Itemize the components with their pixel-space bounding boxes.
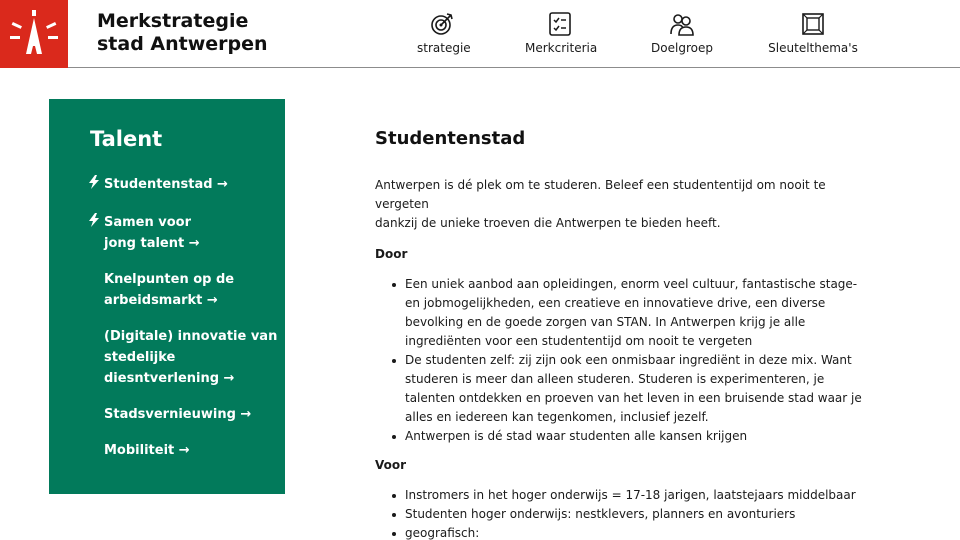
site-title-line1: Merkstrategie xyxy=(97,10,249,32)
sidebar-item-label-line2: stedelijke xyxy=(104,350,176,365)
intro-line1: Antwerpen is dé plek om te studeren. Beleef een studententijd om nooit te vergeten xyxy=(375,178,826,211)
site-title-line2: stad Antwerpen xyxy=(97,33,268,55)
main-content xyxy=(375,128,875,540)
sidebar-item-label-line1: (Digitale) innovatie van xyxy=(104,329,278,344)
section-heading-door: Door xyxy=(375,247,408,261)
antwerpen-logo[interactable] xyxy=(0,0,68,68)
nav-label: Sleutelthema's xyxy=(768,41,858,55)
lightning-icon xyxy=(88,213,100,227)
sidebar-item-label: Stadsvernieuwing → xyxy=(104,407,252,422)
sidebar-item-label: Mobiliteit → xyxy=(104,443,190,458)
sidebar-item-knelpunten[interactable] xyxy=(88,269,278,311)
nav-label: Merkcriteria xyxy=(525,41,598,55)
antwerpen-logo-icon xyxy=(4,8,64,60)
checklist-icon xyxy=(546,10,574,38)
frame-icon xyxy=(799,10,827,38)
sidebar-item-studentenstad[interactable] xyxy=(88,174,278,195)
list-item: Studenten hoger onderwijs: nestklevers, planners en avonturiers xyxy=(389,505,865,524)
nav-label: strategie xyxy=(417,41,471,55)
sidebar-item-mobiliteit[interactable] xyxy=(88,440,278,461)
nav-item-sleutelthemas[interactable] xyxy=(768,10,858,55)
sidebar-item-label-line1: Samen voor xyxy=(104,215,192,230)
list-item: Antwerpen is dé stad waar studenten alle kansen krijgen xyxy=(389,427,865,446)
nav-label: Doelgroep xyxy=(651,41,713,55)
list-item: geografisch: xyxy=(389,524,865,540)
section-heading-voor: Voor xyxy=(375,458,407,472)
voor-list xyxy=(389,486,875,540)
sidebar-item-label-line3: diesntverlening → xyxy=(104,371,235,386)
people-icon xyxy=(668,10,696,38)
sidebar-title: Talent xyxy=(90,127,163,151)
list-item: De studenten zelf: zij zijn ook een onmisbaar ingrediënt in deze mix. Want studeren is meer dan alleen studeren. Studeren is experimenteren, je talenten ontdekken en proeven van het leven in een bruisende stad waar je alles en iedereen kan tegenkomen, inclusief jezelf. xyxy=(389,351,865,427)
sidebar-item-stadsvernieuwing[interactable] xyxy=(88,404,278,425)
list-item: Een uniek aanbod aan opleidingen, enorm veel cultuur, fantastische stage- en jobmogelijkheden, een creatieve en innovatieve drive, een diverse bevolking en de goede zorgen van STAN. In Antwerpen krijg je alle ingrediënten voor een studententijd om nooit te vergeten xyxy=(389,275,865,351)
intro-line2: dankzij de unieke troeven die Antwerpen te bieden heeft. xyxy=(375,216,721,230)
intro-text xyxy=(375,176,855,233)
nav-item-merkcriteria[interactable] xyxy=(525,10,598,55)
page-title: Studentenstad xyxy=(375,128,526,149)
site-header xyxy=(0,0,960,68)
target-icon xyxy=(428,10,456,38)
list-item: Instromers in het hoger onderwijs = 17-18 jarigen, laatstejaars middelbaar xyxy=(389,486,865,505)
lightning-icon xyxy=(88,175,100,189)
sidebar-item-samen-voor-jong-talent[interactable] xyxy=(88,212,278,254)
door-list xyxy=(389,275,875,446)
sidebar-item-label: Studentenstad → xyxy=(104,177,228,192)
sidebar xyxy=(49,99,285,494)
sidebar-item-digitale-innovatie[interactable] xyxy=(88,326,278,389)
sidebar-item-label-line2: jong talent → xyxy=(104,236,200,251)
nav-item-doelgroep[interactable] xyxy=(651,10,713,55)
sidebar-item-label-line1: Knelpunten op de xyxy=(104,272,235,287)
site-title[interactable] xyxy=(97,10,317,56)
sidebar-item-label-line2: arbeidsmarkt → xyxy=(104,293,218,308)
nav-item-strategie[interactable] xyxy=(417,10,471,55)
